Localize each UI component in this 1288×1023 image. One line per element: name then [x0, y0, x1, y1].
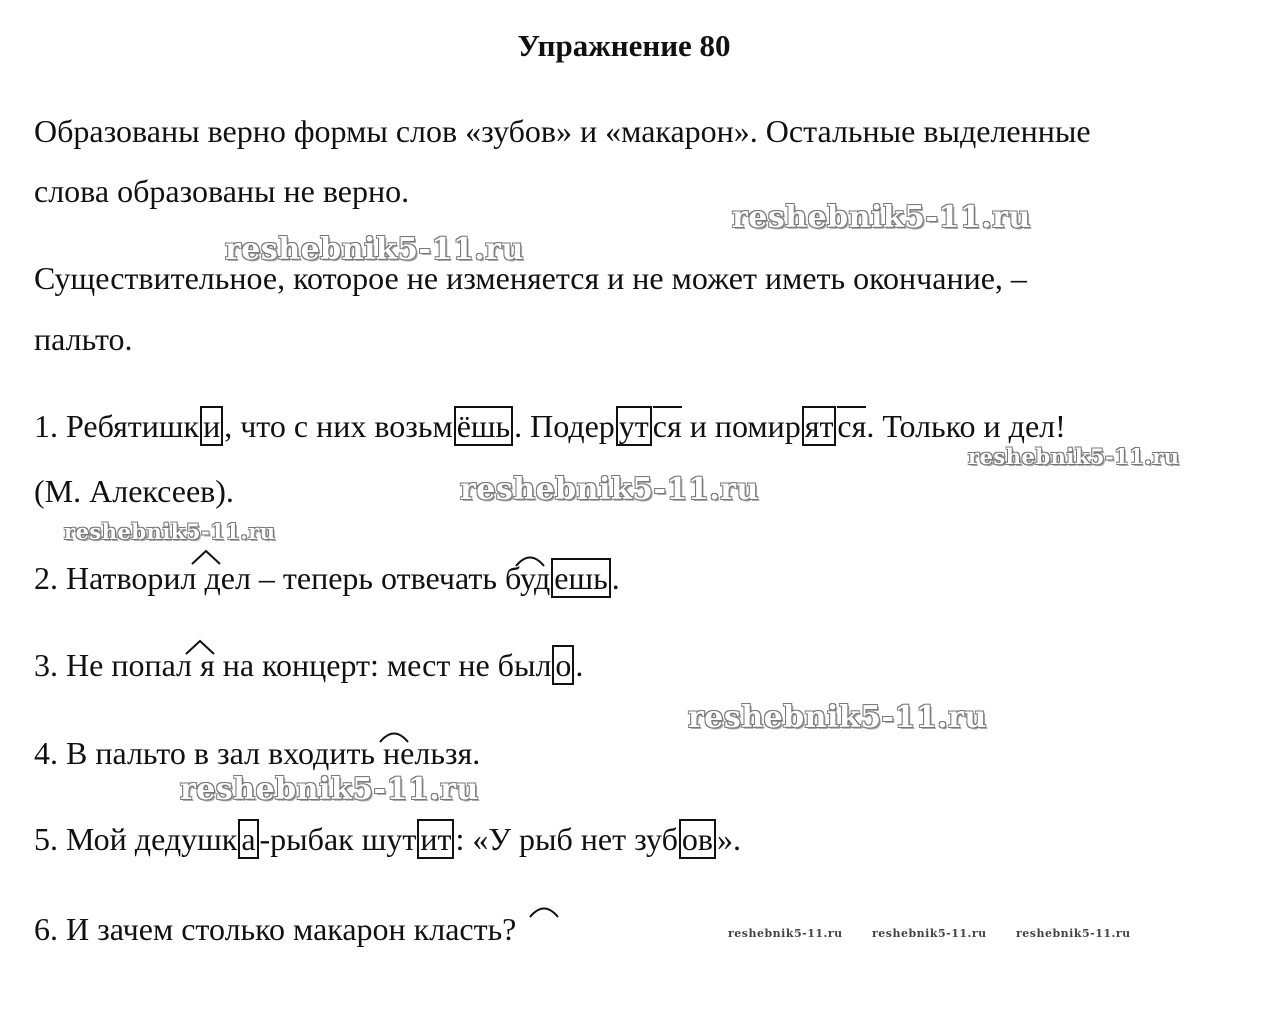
sentence-1: [34, 407, 1066, 445]
sentence-text: ».: [717, 821, 742, 857]
ending-box: ят: [802, 406, 837, 446]
sentence-text: 5. Мой дедушк: [34, 821, 238, 857]
watermark: reshebnik5-11.ru: [872, 927, 987, 940]
watermark: reshebnik5-11.ru: [732, 200, 1031, 235]
sentence-text: 3. Не попал я на концерт: мест не был: [34, 647, 552, 683]
paragraph-1-line-1: Образованы верно формы слов «зубов» и «макарон». Остальные выделенные: [34, 113, 1091, 149]
watermark: reshebnik5-11.ru: [968, 444, 1180, 469]
watermark: reshebnik5-11.ru: [688, 700, 987, 735]
suffix-mark-icon: [184, 639, 216, 655]
sentence-3: [34, 646, 583, 684]
postfix-mark: ся: [837, 408, 867, 444]
sentence-5: [34, 820, 741, 858]
watermark: reshebnik5-11.ru: [64, 519, 276, 544]
sentence-text: . Только и дел!: [866, 408, 1066, 444]
ending-box: а: [238, 819, 258, 859]
sentence-text: .: [611, 560, 620, 596]
ending-box: и: [200, 406, 223, 446]
suffix-mark-icon: [528, 902, 560, 918]
sentence-6: [34, 910, 516, 948]
postfix-mark: ся: [652, 408, 682, 444]
watermark: reshebnik5-11.ru: [1016, 927, 1131, 940]
paragraph-1-line-2: слова образованы не верно.: [34, 173, 410, 209]
ending-box: о: [552, 645, 574, 685]
watermark: reshebnik5-11.ru: [225, 232, 524, 267]
sentence-text: 1. Ребятишк: [34, 408, 200, 444]
sentence-text: . Подер: [514, 408, 615, 444]
paragraph-2-line-1: Существительное, которое не изменяется и не может иметь окончание, –: [34, 260, 1027, 296]
suffix-mark-icon: [514, 551, 546, 567]
sentence-1-author: (М. Алексеев).: [34, 473, 234, 509]
watermark: reshebnik5-11.ru: [460, 472, 759, 507]
sentence-text: 6. И зачем столько макарон класть?: [34, 911, 517, 947]
sentence-text: -рыбак шут: [259, 821, 417, 857]
suffix-mark-icon: [190, 549, 222, 565]
sentence-text: : «У рыб нет зуб: [455, 821, 678, 857]
sentence-text: и помир: [681, 408, 801, 444]
watermark: reshebnik5-11.ru: [728, 927, 843, 940]
ending-box: ут: [616, 406, 652, 446]
sentence-text: , что с них возьм: [224, 408, 453, 444]
watermark: reshebnik5-11.ru: [180, 772, 479, 807]
sentence-text: 4. В пальто в зал входить нельзя.: [34, 735, 481, 771]
sentence-text: .: [575, 647, 584, 683]
ending-box: ешь: [551, 558, 610, 598]
sentence-text: 2. Натворил дел – теперь отвечать буд: [34, 560, 551, 596]
ending-box: ов: [679, 819, 716, 859]
exercise-title: Упражнение 80: [517, 28, 731, 63]
sentence-4: [34, 734, 480, 772]
paragraph-2-line-2: пальто.: [34, 321, 133, 357]
ending-box: ит: [417, 819, 454, 859]
ending-box: ёшь: [454, 406, 513, 446]
suffix-mark-icon: [378, 727, 410, 743]
